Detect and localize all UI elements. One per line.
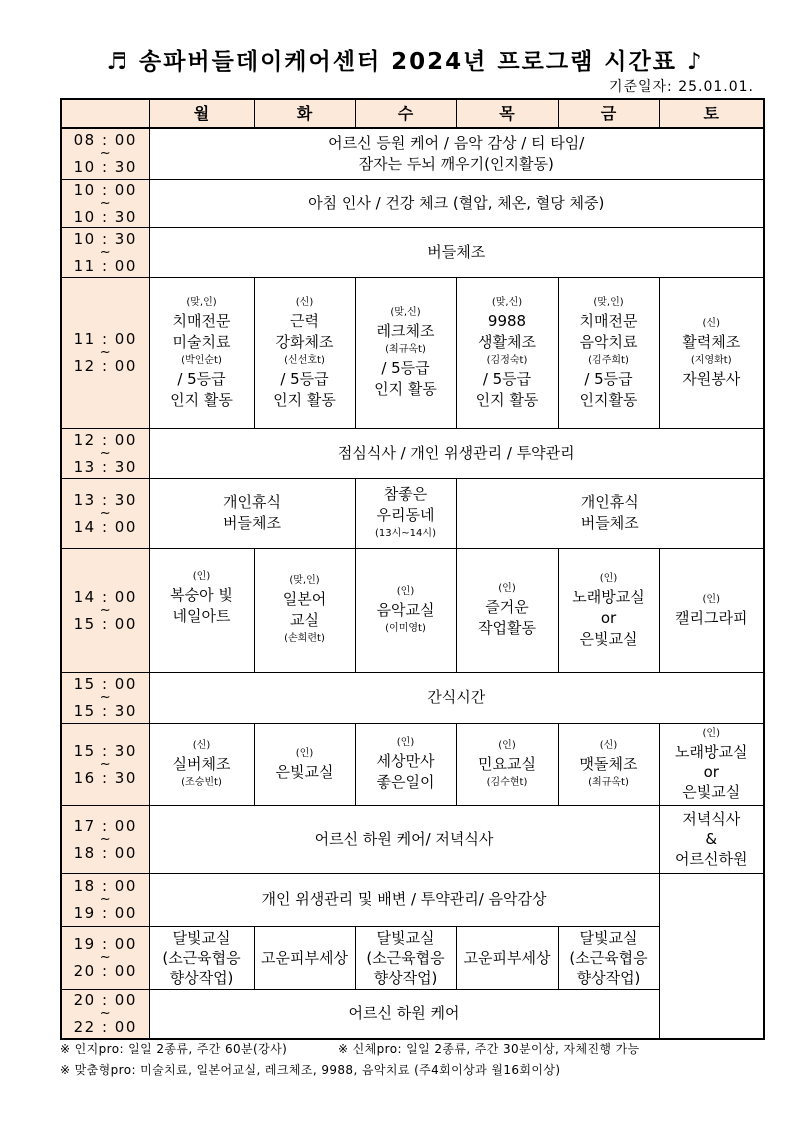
program-name: 은빛교실 [682, 783, 741, 801]
program-name: 작업활동 [478, 619, 536, 637]
time-cell [61, 926, 149, 989]
program-name: 레크체조 [376, 322, 435, 340]
schedule-table [60, 98, 765, 1040]
program-name: (소근육협응 [162, 948, 241, 967]
schedule-row [61, 805, 764, 873]
time-separator: ~ [99, 505, 111, 521]
day-header-mon: 월 [149, 99, 254, 128]
program-text: 버들체조 [427, 242, 486, 261]
program-text: 점심식사 / 개인 위생관리 / 투약관리 [337, 443, 575, 462]
program-teacher: (조승빈t) [181, 776, 222, 788]
program-name: 근력 [290, 311, 319, 330]
time-start: 15 : 00 [73, 675, 137, 693]
program-cell-tue-1100 [254, 277, 355, 428]
program-cell-tue-1530 [254, 723, 355, 805]
time-cell [61, 723, 149, 805]
program-cell-health-check [149, 179, 764, 227]
program-name: 달빛교실 [579, 928, 638, 947]
time-start: 12 : 00 [73, 430, 137, 449]
schedule-row [61, 989, 764, 1039]
program-text: & [705, 830, 718, 848]
program-tag: (맞,인) [186, 296, 217, 308]
time-start: 10 : 30 [73, 229, 137, 248]
program-cell-hygiene [149, 873, 659, 926]
title-text: 송파버들데이케어센터 2024년 프로그램 시간표 [138, 49, 677, 75]
time-cell [61, 227, 149, 277]
program-tag: (인) [396, 737, 415, 748]
program-cell-wed-1330 [355, 478, 456, 548]
footnote-cognitive: ※ 인지pro: 일일 2종류, 주간 60분(강사) [60, 1042, 288, 1056]
time-separator: ~ [99, 690, 111, 705]
program-cell-wed-1100 [355, 277, 456, 428]
program-cell-fri-1400 [558, 548, 659, 672]
program-cell-thu-1530 [456, 723, 558, 805]
program-tag: (인) [295, 747, 314, 759]
program-time-note: (13시~14시) [375, 528, 436, 539]
program-grade: / 5등급 [177, 369, 226, 388]
program-tag: (인) [192, 571, 211, 582]
program-cell-tue-1900 [254, 926, 355, 989]
program-tag: (인) [599, 572, 618, 584]
time-end: 14 : 00 [73, 517, 137, 536]
schedule-row [61, 227, 764, 277]
program-grade: / 5등급 [280, 369, 329, 388]
time-start: 20 : 00 [73, 991, 137, 1010]
schedule-row [61, 277, 764, 428]
program-name: 치매전문 [172, 311, 231, 330]
time-end: 13 : 30 [73, 457, 137, 476]
title-note-right: ♪ [686, 49, 704, 75]
program-tag: (인) [396, 585, 415, 597]
time-start: 14 : 00 [73, 587, 137, 606]
program-name: 향상작업) [169, 968, 234, 987]
program-text: 개인 위생관리 및 배변 / 투약관리/ 음악감상 [261, 890, 547, 908]
schedule-row [61, 548, 764, 672]
schedule-row [61, 428, 764, 478]
program-text: 버들체조 [580, 514, 639, 532]
program-tag: (인) [702, 728, 720, 739]
time-end: 20 : 00 [73, 962, 137, 980]
program-cell-wed-1400 [355, 548, 456, 672]
footnote-physical: ※ 신체pro: 일일 2종류, 주간 30분이상, 자체진행 가능 [338, 1042, 640, 1056]
program-name: 복숭아 빛 [170, 586, 233, 604]
time-start: 17 : 00 [73, 816, 137, 835]
page-title [0, 46, 810, 78]
program-grade: 인지 활동 [374, 380, 437, 398]
day-header-fri: 금 [558, 99, 659, 128]
time-end: 10 : 30 [73, 158, 137, 177]
program-text: 어르신 하원 케어/ 저녁식사 [314, 829, 494, 848]
reference-date: 기준일자: 25.01.01. [608, 79, 754, 95]
time-cell [61, 873, 149, 926]
program-name: 달빛교실 [172, 928, 231, 947]
time-separator: ~ [99, 602, 111, 618]
program-name: 네일아트 [172, 607, 231, 625]
schedule-row [61, 723, 764, 805]
program-name: 노래방교실 [675, 743, 748, 761]
day-header-wed: 수 [355, 99, 456, 128]
program-tag: (맞,신) [491, 296, 523, 308]
schedule-row [61, 926, 764, 989]
time-separator: ~ [99, 445, 111, 461]
program-cell-wed-1530 [355, 723, 456, 805]
time-end: 18 : 00 [73, 843, 137, 862]
time-end: 12 : 00 [73, 357, 137, 375]
program-grade: / 5등급 [482, 369, 532, 388]
program-tag: (신) [599, 739, 618, 751]
program-name: 치매전문 [579, 311, 638, 330]
time-cell [61, 179, 149, 227]
program-cell-rest-thu-sat [456, 478, 764, 548]
program-cell-mon-1400 [149, 548, 254, 672]
program-name: 생활체조 [478, 332, 536, 351]
program-text: 어르신 하원 케어 [348, 1004, 460, 1023]
time-end: 16 : 30 [73, 768, 137, 787]
program-cell-thu-1400 [456, 548, 558, 672]
time-start: 08 : 00 [73, 131, 137, 150]
schedule-row [61, 478, 764, 548]
program-name: or [703, 763, 719, 781]
program-tag: (신) [192, 739, 211, 751]
time-start: 11 : 00 [73, 330, 137, 348]
time-end: 11 : 00 [73, 256, 137, 275]
schedule-row [61, 873, 764, 926]
title-note-left: ♬ [106, 49, 129, 75]
program-name: 교실 [290, 611, 319, 629]
time-end: 15 : 00 [73, 614, 137, 633]
program-note: 자원봉사 [682, 369, 741, 388]
time-separator: ~ [99, 195, 111, 211]
program-cell-sat-1530 [659, 723, 764, 805]
program-teacher: (김주희t) [588, 354, 629, 366]
program-cell-lunch [149, 428, 764, 478]
program-tag: (신) [702, 317, 720, 329]
program-cell-fri-1900 [558, 926, 659, 989]
day-header-thu: 목 [456, 99, 558, 128]
program-cell-morning-exercise [149, 227, 764, 277]
program-cell-rest-mon-tue [149, 478, 355, 548]
program-teacher: (지영화t) [690, 354, 732, 366]
time-separator: ~ [99, 1006, 111, 1022]
time-separator: ~ [99, 892, 111, 907]
program-name: 은빛교실 [579, 629, 638, 648]
program-tag: (인) [498, 739, 516, 751]
time-cell [61, 428, 149, 478]
time-separator: ~ [99, 950, 111, 965]
program-text: 잠자는 두뇌 깨우기(인지활동) [358, 154, 554, 173]
program-cell-fri-1100 [558, 277, 659, 428]
program-cell-mon-1100 [149, 277, 254, 428]
day-header-tue: 화 [254, 99, 355, 128]
day-header-row [61, 99, 764, 128]
program-cell-sat-1100 [659, 277, 764, 428]
program-cell-snack [149, 672, 764, 723]
program-tag: (맞,인) [289, 575, 320, 586]
program-name: 음악치료 [579, 332, 638, 351]
time-cell [61, 805, 149, 873]
program-text: 개인휴식 [223, 493, 281, 511]
time-start: 15 : 30 [73, 741, 137, 760]
time-separator: ~ [99, 831, 111, 847]
program-teacher: (이미영t) [385, 622, 426, 634]
program-name: 강화체조 [275, 332, 334, 351]
program-text: 어르신하원 [675, 850, 748, 868]
time-separator: ~ [99, 146, 111, 162]
program-grade: 인지 활동 [475, 390, 539, 409]
program-name: 음악교실 [376, 600, 435, 619]
program-cell-thu-1100 [456, 277, 558, 428]
program-name: 즐거운 [485, 598, 529, 616]
empty-cell-sat-evening [659, 873, 764, 1039]
program-tag: (인) [702, 593, 720, 605]
program-name: 활력체조 [682, 332, 741, 351]
program-name: or [600, 608, 617, 627]
program-grade: 인지 활동 [170, 390, 233, 409]
time-cell [61, 989, 149, 1039]
program-cell-wed-1900 [355, 926, 456, 989]
program-text: 간식시간 [427, 688, 486, 706]
program-cell-arrival [149, 128, 764, 179]
program-name: 좋은일이 [376, 773, 435, 791]
program-cell-sat-1700 [659, 805, 764, 873]
program-name: (소근육협응 [366, 948, 445, 967]
program-teacher: (신선호t) [284, 354, 325, 366]
time-end: 22 : 00 [73, 1018, 137, 1037]
time-start: 19 : 00 [73, 935, 137, 953]
schedule-row [61, 128, 764, 179]
program-teacher: (최규옥t) [588, 776, 629, 788]
time-start: 10 : 00 [73, 180, 137, 199]
program-name: 노래방교실 [572, 587, 645, 606]
corner-cell [61, 99, 149, 128]
program-teacher: (최규옥t) [385, 344, 426, 355]
program-name: 향상작업) [576, 968, 641, 987]
program-name: 일본어 [282, 590, 327, 608]
program-name: 달빛교실 [376, 928, 435, 947]
program-tag: (인) [498, 583, 516, 594]
schedule-row [61, 672, 764, 723]
program-name: 미술치료 [172, 332, 231, 351]
program-cell-mon-1900 [149, 926, 254, 989]
time-end: 15 : 30 [73, 702, 137, 720]
program-text: 개인휴식 [580, 493, 639, 511]
program-name: (소근육협응 [569, 948, 648, 967]
program-name: 은빛교실 [275, 762, 334, 781]
program-name: 민요교실 [478, 754, 536, 773]
program-cell-sat-1400 [659, 548, 764, 672]
program-name: 캘리그라피 [675, 608, 748, 627]
program-tag: (신) [295, 296, 314, 308]
time-end: 19 : 00 [73, 904, 137, 922]
program-text: 버들체조 [223, 514, 281, 532]
program-teacher: (김수현t) [486, 776, 528, 788]
program-name: 참좋은 [383, 485, 428, 503]
program-name: 고운피부세상 [463, 948, 551, 967]
program-teacher: (박인순t) [181, 354, 222, 366]
program-grade: / 5등급 [584, 369, 633, 388]
time-cell [61, 128, 149, 179]
program-grade: 인지 활동 [273, 390, 336, 409]
time-separator: ~ [99, 756, 111, 772]
program-tag: (맞,신) [390, 307, 421, 318]
program-name: 세상만사 [376, 752, 435, 770]
program-name: 향상작업) [373, 968, 438, 987]
time-cell [61, 277, 149, 428]
program-name: 우리동네 [376, 506, 435, 524]
time-cell [61, 672, 149, 723]
program-tag: (맞,인) [593, 296, 624, 308]
day-header-sat: 토 [659, 99, 764, 128]
program-name: 맷돌체조 [579, 754, 638, 773]
program-name: 고운피부세상 [261, 948, 348, 967]
time-start: 18 : 00 [73, 877, 137, 895]
program-teacher: (김정숙t) [486, 354, 528, 366]
time-end: 10 : 30 [73, 207, 137, 226]
schedule-row [61, 179, 764, 227]
program-grade: 인지활동 [579, 390, 638, 409]
time-cell [61, 548, 149, 672]
program-cell-tue-1400 [254, 548, 355, 672]
program-cell-thu-1900 [456, 926, 558, 989]
time-separator: ~ [99, 244, 111, 260]
program-cell-mon-1530 [149, 723, 254, 805]
program-teacher: (손희련t) [284, 633, 325, 644]
program-grade: / 5등급 [381, 359, 430, 377]
program-text: 저녁식사 [682, 810, 741, 828]
program-cell-evening-weekday [149, 805, 659, 873]
footnote-custom: ※ 맞춤형pro: 미술치료, 일본어교실, 레크체조, 9988, 음악치료 (주4회이상과 월16회이상) [60, 1063, 561, 1077]
time-start: 13 : 30 [73, 490, 137, 509]
program-name: 9988 [487, 311, 527, 330]
program-text: 아침 인사 / 건강 체크 (혈압, 체온, 혈당 체중) [308, 193, 605, 212]
time-cell [61, 478, 149, 548]
program-name: 실버체조 [172, 754, 231, 773]
program-cell-fri-1530 [558, 723, 659, 805]
program-cell-departure [149, 989, 659, 1039]
time-separator: ~ [99, 345, 111, 360]
program-text: 어르신 등원 케어 / 음악 감상 / 티 타임/ [328, 133, 585, 152]
